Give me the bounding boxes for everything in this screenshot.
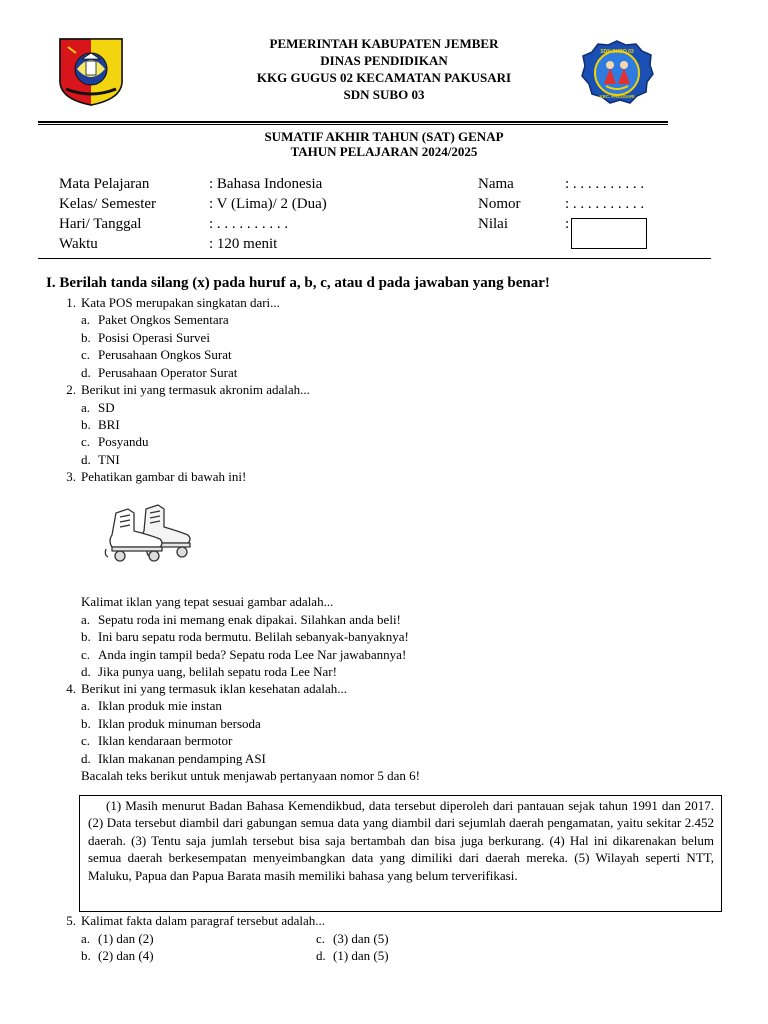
q1-option-letter: c. <box>81 347 91 362</box>
header-cluster: KKG GUGUS 02 KECAMATAN PAKUSARI <box>256 70 512 85</box>
q1-number: 1. <box>66 295 76 310</box>
q1-option-letter: a. <box>81 312 91 327</box>
score-label: Nilai <box>478 216 508 232</box>
subject-label: Mata Pelajaran <box>59 176 150 192</box>
q2-text: Berikut ini yang termasuk akronim adalah... <box>81 382 310 397</box>
header-government: PEMERINTAH KABUPATEN JEMBER <box>269 36 499 51</box>
q2-number: 2. <box>66 382 76 397</box>
name-value: : . . . . . . . . . . <box>565 176 645 192</box>
class-label: Kelas/ Semester <box>59 196 157 212</box>
day-label: Hari/ Tanggal <box>59 216 142 232</box>
q5-option-d: (1) dan (5) <box>333 948 389 963</box>
exam-year: TAHUN PELAJARAN 2024/2025 <box>290 144 478 159</box>
q1-option-a: Paket Ongkos Sementara <box>98 312 229 327</box>
class-value: : V (Lima)/ 2 (Dua) <box>209 196 327 212</box>
header-school: SDN SUBO 03 <box>343 87 425 102</box>
number-value: : . . . . . . . . . . <box>565 196 645 212</box>
q1-option-letter: d. <box>81 365 91 380</box>
q2-option-letter: a. <box>81 400 91 415</box>
score-colon: : <box>565 216 570 232</box>
q4-option-letter: a. <box>81 698 91 713</box>
q1-option-c: Perusahaan Ongkos Surat <box>98 347 232 362</box>
q5-option-letter: c. <box>316 931 326 946</box>
logo-top-text: SDN SUBO 03 <box>600 49 634 55</box>
q3-option-letter: d. <box>81 664 91 679</box>
q4-option-a: Iklan produk mie instan <box>98 698 222 713</box>
reading-instruction: Bacalah teks berikut untuk menjawab pertanyaan nomor 5 dan 6! <box>81 768 420 783</box>
q4-option-d: Iklan makanan pendamping ASI <box>98 751 266 766</box>
number-label: Nomor <box>478 196 521 212</box>
q3-option-b: Ini baru sepatu roda bermutu. Belilah sebanyak-banyaknya! <box>98 629 409 644</box>
q1-option-letter: b. <box>81 330 91 345</box>
time-value: : 120 menit <box>209 236 278 252</box>
q5-number: 5. <box>66 913 76 928</box>
q2-option-b: BRI <box>98 417 120 432</box>
q4-text: Berikut ini yang termasuk iklan kesehatan adalah... <box>81 681 348 696</box>
q2-option-a: SD <box>98 400 115 415</box>
q5-option-letter: a. <box>81 931 91 946</box>
q3-option-letter: c. <box>81 647 91 662</box>
exam-title: SUMATIF AKHIR TAHUN (SAT) GENAP <box>264 129 504 144</box>
header-rule-thick <box>38 121 668 123</box>
identity-rule <box>38 258 711 259</box>
q4-option-letter: b. <box>81 716 91 731</box>
q3-option-c: Anda ingin tampil beda? Sepatu roda Lee Nar jawabannya! <box>98 647 407 662</box>
q2-option-letter: c. <box>81 434 91 449</box>
q3-text: Pehatikan gambar di bawah ini! <box>81 469 247 484</box>
section-instruction: I. Berilah tanda silang (x) pada huruf a, b, c, atau d pada jawaban yang benar! <box>46 275 550 291</box>
q4-option-letter: d. <box>81 751 91 766</box>
q3-option-letter: b. <box>81 629 91 644</box>
q3-prompt: Kalimat iklan yang tepat sesuai gambar adalah... <box>81 594 334 609</box>
score-box <box>571 218 647 249</box>
q2-option-letter: b. <box>81 417 91 432</box>
q1-option-b: Posisi Operasi Survei <box>98 330 210 345</box>
q3-option-a: Sepatu roda ini memang enak dipakai. Silahkan anda beli! <box>98 612 401 627</box>
roller-skates-image <box>98 497 210 567</box>
header-rule-thin <box>38 124 668 125</box>
reading-passage-text: (1) Masih menurut Badan Bahasa Kemendikbud, data tersebut diperoleh dari pantauan sejak tahun 1991 dan 2017. (2) Data tersebut diambil dari gabungan semua data yang diambil dari sejumlah daerah pengamatan, yaitu sekitar 2.452 daerah. (3) Tentu saja jumlah tersebut bisa saja bertambah dan bisa juga berkurang. (4) Hal ini dikarenakan belum semua daerah berkesempatan menyeimbangkan data yang dimiliki dari daerah mereka. (5) Wilayah seperti NTT, Maluku, Papua dan Papua Barata masih memiliki bahasa yang belum terverifikasi. <box>88 798 714 883</box>
q3-number: 3. <box>66 469 76 484</box>
q5-option-b: (2) dan (4) <box>98 948 154 963</box>
q1-text: Kata POS merupakan singkatan dari... <box>81 295 280 310</box>
q5-option-c: (3) dan (5) <box>333 931 389 946</box>
reading-passage-box <box>79 795 722 912</box>
q4-option-b: Iklan produk minuman bersoda <box>98 716 261 731</box>
q3-option-letter: a. <box>81 612 91 627</box>
header-department: DINAS PENDIDIKAN <box>320 53 448 68</box>
q5-option-letter: d. <box>316 948 326 963</box>
q3-option-d: Jika punya uang, belilah sepatu roda Lee Nar! <box>98 664 337 679</box>
logo-bottom-text: KEC. PAKUSARI <box>599 94 635 99</box>
day-value: : . . . . . . . . . . <box>209 216 289 232</box>
q5-option-a: (1) dan (2) <box>98 931 154 946</box>
q2-option-d: TNI <box>98 452 120 467</box>
time-label: Waktu <box>59 236 98 252</box>
q5-text: Kalimat fakta dalam paragraf tersebut adalah... <box>81 913 325 928</box>
q5-option-letter: b. <box>81 948 91 963</box>
q2-option-letter: d. <box>81 452 91 467</box>
subject-value: : Bahasa Indonesia <box>209 176 323 192</box>
name-label: Nama <box>478 176 514 192</box>
q2-option-c: Posyandu <box>98 434 149 449</box>
q1-option-d: Perusahaan Operator Surat <box>98 365 238 380</box>
q4-number: 4. <box>66 681 76 696</box>
q4-option-c: Iklan kendaraan bermotor <box>98 733 233 748</box>
q4-option-letter: c. <box>81 733 91 748</box>
